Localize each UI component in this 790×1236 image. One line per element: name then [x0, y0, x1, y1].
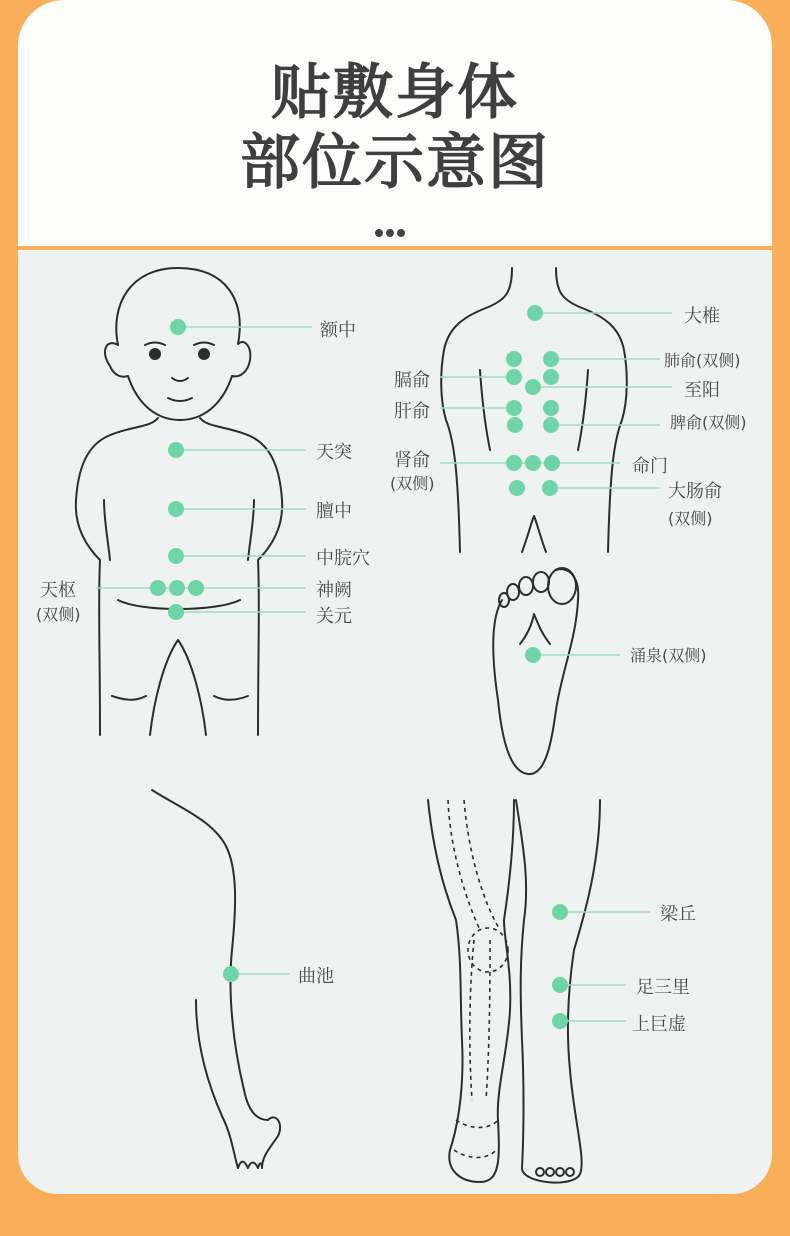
- label-yong-quan: 涌泉(双侧): [630, 646, 707, 665]
- label-liang-qiu: 梁丘: [660, 904, 696, 925]
- label-da-chang-shu-note: (双侧): [668, 509, 713, 528]
- front-acupoints: [96, 319, 312, 620]
- label-tian-tu: 天突: [316, 442, 352, 463]
- label-fei-shu: 肺俞(双侧): [664, 351, 741, 370]
- label-shen-shu: 肾俞: [394, 450, 430, 471]
- label-e-zhong: 额中: [320, 320, 356, 341]
- label-guan-yuan: 关元: [316, 606, 352, 627]
- label-tian-shu: 天枢: [40, 580, 76, 601]
- arm-figure: [152, 790, 280, 1168]
- label-ming-men: 命门: [632, 456, 668, 477]
- page-title-line1: 贴敷身体: [271, 58, 519, 128]
- foot-sole-figure: [493, 568, 578, 774]
- yong-quan-point: [525, 647, 541, 663]
- qu-chi-point: [223, 966, 239, 982]
- label-qu-chi: 曲池: [298, 966, 334, 987]
- label-gan-shu: 肝俞: [394, 401, 430, 422]
- legs-figure: [428, 800, 600, 1183]
- label-zhi-yang: 至阳: [684, 380, 720, 401]
- label-shen-shu-note: (双侧): [390, 474, 435, 493]
- label-da-chang-shu: 大肠俞: [668, 481, 722, 502]
- label-dan-zhong: 膻中: [316, 501, 352, 522]
- label-shang-ju-xu: 上巨虚: [632, 1014, 686, 1035]
- label-zu-san-li: 足三里: [636, 977, 690, 998]
- leg-acupoints: [552, 904, 650, 1029]
- label-da-zhui: 大椎: [684, 306, 720, 327]
- front-body-figure: [76, 268, 282, 735]
- label-shen-que: 神阙: [316, 580, 352, 601]
- label-pi-shu: 脾俞(双侧): [670, 413, 747, 432]
- label-ge-shu: 膈俞: [394, 370, 430, 391]
- label-tian-shu-note: (双侧): [36, 605, 81, 624]
- page-title-line2: 部位示意图: [240, 128, 550, 198]
- label-zhong-wan: 中脘穴: [316, 548, 370, 569]
